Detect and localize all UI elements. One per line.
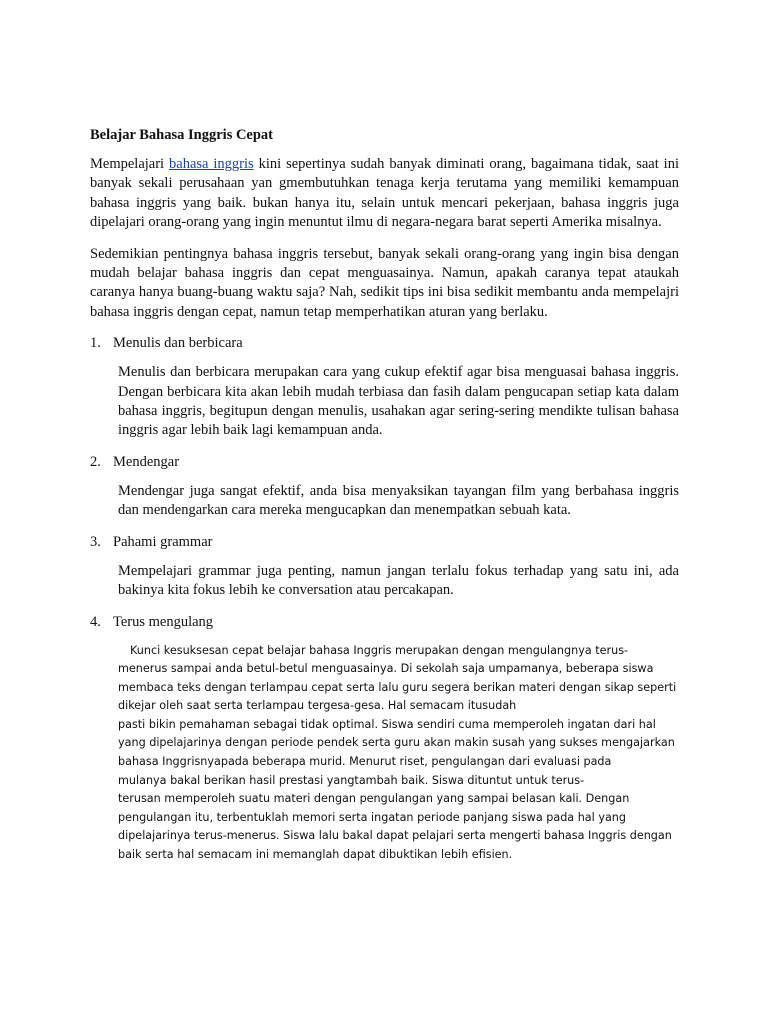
tip-2-number: 2. bbox=[90, 453, 101, 470]
tip-4-line: pasti bikin pemahaman sebagai tidak optimal. Siswa sendiri cuma memperoleh ingatan dari hal bbox=[118, 717, 656, 731]
intro-text-before: Mempelajari bbox=[90, 156, 170, 172]
tip-4-line: pengulangan itu, terbentuklah memori serta ingatan periode panjang siswa pada hal yang bbox=[118, 810, 626, 824]
tip-1-number: 1. bbox=[90, 335, 101, 352]
tip-4-heading bbox=[90, 613, 679, 632]
tip-4-line: membaca teks dengan terlampau cepat serta lalu guru segera berikan materi dengan sikap seperti bbox=[118, 680, 677, 694]
document-content bbox=[90, 126, 679, 865]
tip-4-line: Kunci kesuksesan cepat belajar bahasa Inggris merupakan dengan mengulangnya terus- bbox=[130, 643, 629, 657]
tip-4-line: dipelajarinya terus-menerus. Siswa lalu bakal dapat pelajari serta mengerti bahasa Inggris dengan bbox=[118, 829, 672, 843]
tip-2-heading bbox=[90, 453, 679, 472]
tip-4-line: terusan memperoleh suatu materi dengan pengulangan yang sampai belasan kali. Dengan bbox=[118, 792, 630, 806]
tip-3-number: 3. bbox=[90, 533, 101, 550]
tip-2-title: Mendengar bbox=[113, 453, 180, 470]
intro-paragraph bbox=[90, 155, 679, 233]
document-title: Belajar Bahasa Inggris Cepat bbox=[90, 127, 274, 143]
second-paragraph: Sedemikian pentingnya bahasa inggris tersebut, banyak sekali orang-orang yang ingin bisa dengan mudah belajar bahasa inggris dan cepat menguasainya. Namun, apakah caranya tepat ataukah caranya hanya buang-buang waktu saja? Nah, sedikit tips ini bisa sedikit membantu anda mempelajri bahasa inggris dengan cepat, namun tetap memperhatikan aturan yang berlaku. bbox=[90, 245, 679, 320]
tip-2-body: Mendengar juga sangat efektif, anda bisa menyaksikan tayangan film yang berbahasa inggris dan mendengarkan cara mereka mengucapkan dan menempatkan sebuah kata. bbox=[118, 482, 679, 519]
tip-3-heading bbox=[90, 533, 679, 552]
tip-1-heading bbox=[90, 334, 679, 353]
tip-4-number: 4. bbox=[90, 613, 101, 630]
tip-4-line: menerus sampai anda betul-betul menguasainya. Di sekolah saja umpamanya, beberapa siswa bbox=[118, 662, 654, 676]
tip-3-body: Mempelajari grammar juga penting, namun jangan terlalu fokus terhadap yang satu ini, ada bakinya kita fokus lebih ke conversation atau percakapan. bbox=[118, 562, 679, 599]
tip-1-body: Menulis dan berbicara merupakan cara yang cukup efektif agar bisa menguasai bahasa inggris. Dengan berbicara kita akan lebih mudah terbiasa dan fasih dalam pengucapan setiap kata dalam bahasa inggris, begitupun dengan menulis, usahakan agar sering-sering mendikte tulisan bahasa inggris agar lebih baik lagi kemampuan anda. bbox=[118, 364, 679, 439]
tip-4-body bbox=[118, 642, 678, 865]
tip-4-title: Terus mengulang bbox=[113, 613, 214, 630]
tip-4-line: yang dipelajarinya dengan periode pendek serta guru akan makin susah yang sukses mengajarkan bbox=[118, 736, 675, 750]
tip-1-title: Menulis dan berbicara bbox=[113, 335, 243, 352]
tip-4-line: baik serta hal semacam ini memanglah dapat dibuktikan lebih efisien. bbox=[118, 848, 513, 862]
tip-4-line: bahasa Inggrisnyapada beberapa murid. Menurut riset, pengulangan dari evaluasi pada bbox=[118, 755, 612, 769]
tip-4-line: mulanya bakal berikan hasil prestasi yangtambah baik. Siswa dituntut untuk terus- bbox=[118, 773, 585, 787]
intro-text-after: kini sepertinya sudah banyak diminati orang, bagaimana tidak, saat ini banyak sekali perusahaan yan gmembutuhkan tenaga kerja terutama yang memiliki kemampuan bahasa inggris yang baik. bukan hanya itu, selain untuk mencari pekerjaan, bahasa inggris juga dipelajari orang-orang yang ingin menuntut ilmu di negara-negara barat seperti Amerika misalnya. bbox=[90, 156, 679, 231]
tip-3-title: Pahami grammar bbox=[113, 533, 213, 550]
bahasa-inggris-link[interactable]: bahasa inggris bbox=[169, 156, 254, 172]
tip-4-line: dikejar oleh saat serta terlampau tergesa-gesa. Hal semacam itusudah bbox=[118, 699, 517, 713]
